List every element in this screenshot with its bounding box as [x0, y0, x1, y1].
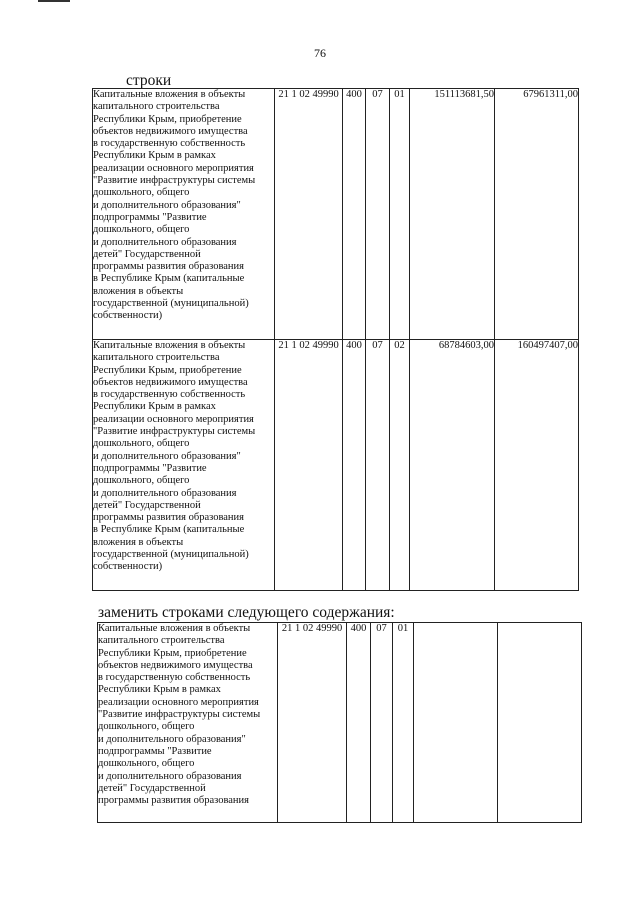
description-line: объектов недвижимого имущества	[98, 659, 253, 671]
amount-year-1	[414, 623, 498, 823]
description-line: подпрограммы "Развитие	[93, 462, 207, 474]
description-line: "Развитие инфраструктуры системы	[93, 175, 256, 187]
description-line: в государственную собственность	[98, 672, 251, 684]
description-line: Республики Крым, приобретение	[93, 364, 242, 376]
amount-year-2	[498, 623, 582, 823]
section-code: 07	[366, 340, 390, 591]
description-line: дошкольного, общего	[93, 475, 190, 487]
description-line: дошкольного, общего	[93, 224, 190, 236]
amount-year-2: 67961311,00	[495, 89, 579, 340]
description-line: "Развитие инфраструктуры системы	[93, 426, 256, 438]
description-line: Капитальные вложения в объекты	[93, 89, 246, 100]
subsection-code: 01	[390, 89, 410, 340]
table-row	[98, 623, 582, 823]
description-line: дошкольного, общего	[93, 438, 190, 450]
subsection-code: 01	[393, 623, 414, 823]
description-line: объектов недвижимого имущества	[93, 376, 248, 388]
description-line: и дополнительного образования"	[93, 199, 241, 211]
description-line: детей" Государственной	[93, 248, 201, 260]
subsection-code: 02	[390, 340, 410, 591]
expense-type-code: 400	[343, 340, 366, 591]
description-line: реализации основного мероприятия	[93, 162, 254, 174]
description-line: и дополнительного образования"	[93, 450, 241, 462]
target-article-code: 21 1 02 49990	[275, 340, 343, 591]
row-description	[98, 623, 278, 823]
budget-table-new-rows	[97, 622, 582, 823]
description-line: в государственную собственность	[93, 138, 246, 150]
expense-type-code: 400	[347, 623, 371, 823]
row-description	[93, 89, 275, 340]
description-line: подпрограммы "Развитие	[98, 745, 212, 757]
description-line: и дополнительного образования	[93, 487, 237, 499]
description-line: Капитальные вложения в объекты	[98, 623, 251, 634]
description-line: капитального строительства	[93, 101, 220, 113]
description-line: реализации основного мероприятия	[93, 413, 254, 425]
description-line: и дополнительного образования	[93, 236, 237, 248]
scan-edge-mark	[38, 0, 70, 2]
description-line: детей" Государственной	[93, 499, 201, 511]
table-row	[93, 89, 579, 340]
description-line: собственности)	[93, 561, 163, 573]
description-line: дошкольного, общего	[98, 721, 195, 733]
description-line: Капитальные вложения в объекты	[93, 340, 246, 351]
description-line: программы развития образования	[93, 261, 244, 273]
page-number: 76	[314, 46, 326, 60]
description-line: и дополнительного образования"	[98, 733, 246, 745]
description-line: программы развития образования	[98, 795, 249, 807]
description-line: Республики Крым в рамках	[93, 401, 216, 413]
description-line: капитального строительства	[98, 635, 225, 647]
description-line: "Развитие инфраструктуры системы	[98, 709, 261, 721]
description-line: в Республике Крым (капитальные	[93, 524, 245, 536]
amount-year-2: 160497407,00	[495, 340, 579, 591]
amount-year-1: 68784603,00	[410, 340, 495, 591]
description-line: реализации основного мероприятия	[98, 696, 259, 708]
section-code: 07	[371, 623, 393, 823]
expense-type-code: 400	[343, 89, 366, 340]
description-line: Республики Крым, приобретение	[98, 647, 247, 659]
section-heading-replace: заменить строками следующего содержания:	[98, 604, 395, 621]
description-line: программы развития образования	[93, 512, 244, 524]
description-line: дошкольного, общего	[93, 187, 190, 199]
description-line: вложения в объекты	[93, 536, 184, 548]
description-line: детей" Государственной	[98, 782, 206, 794]
row-description	[93, 340, 275, 591]
table-row	[93, 340, 579, 591]
description-line: вложения в объекты	[93, 285, 184, 297]
target-article-code: 21 1 02 49990	[278, 623, 347, 823]
description-line: объектов недвижимого имущества	[93, 125, 248, 137]
description-line: дошкольного, общего	[98, 758, 195, 770]
description-line: Республики Крым, приобретение	[93, 113, 242, 125]
target-article-code: 21 1 02 49990	[275, 89, 343, 340]
budget-table-old-rows	[92, 88, 579, 591]
description-line: государственной (муниципальной)	[93, 298, 249, 310]
description-line: Республики Крым в рамках	[93, 150, 216, 162]
description-line: и дополнительного образования	[98, 770, 242, 782]
amount-year-1: 151113681,50	[410, 89, 495, 340]
section-code: 07	[366, 89, 390, 340]
section-heading-rows: строки	[126, 72, 172, 89]
description-line: в Республике Крым (капитальные	[93, 273, 245, 285]
description-line: капитального строительства	[93, 352, 220, 364]
description-line: подпрограммы "Развитие	[93, 211, 207, 223]
description-line: собственности)	[93, 310, 163, 322]
description-line: Республики Крым в рамках	[98, 684, 221, 696]
description-line: в государственную собственность	[93, 389, 246, 401]
description-line: государственной (муниципальной)	[93, 549, 249, 561]
